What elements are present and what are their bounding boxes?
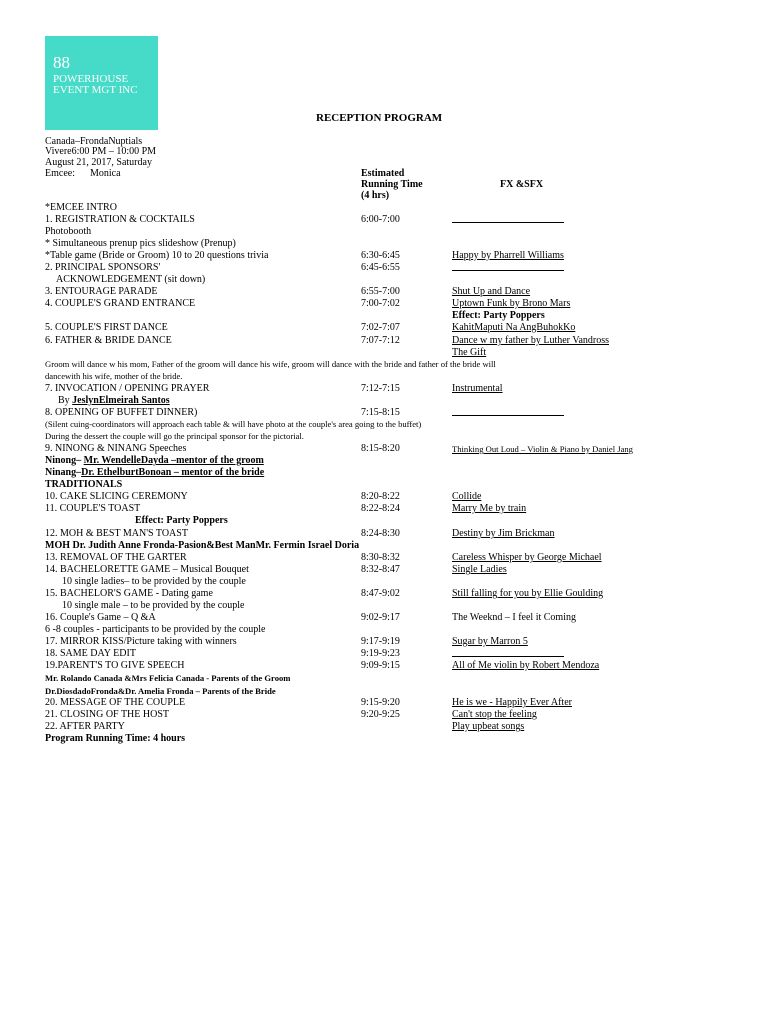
item-fx: Collide — [452, 491, 482, 502]
ninong-name: Mr. WendelleDayda –mentor of the groom — [83, 455, 264, 466]
program-item: 21. CLOSING OF THE HOST — [45, 709, 169, 720]
item-time: 9:15-9:20 — [361, 697, 400, 708]
item-time: 6:00-7:00 — [361, 214, 400, 225]
program-item: 18. SAME DAY EDIT — [45, 648, 136, 659]
col-fx-sfx: FX &SFX — [500, 179, 544, 190]
program-item: 4. COUPLE'S GRAND ENTRANCE — [45, 298, 196, 309]
program-line: 10 single male – to be provided by the couple — [62, 600, 245, 611]
item-fx: He is we - Happily Ever After — [452, 697, 572, 708]
program-note: Groom will dance w his mom, Father of the groom will dance his wife, groom will dance with the bride and father of the bride will — [45, 359, 496, 369]
item-time: 9:02-9:17 — [361, 612, 400, 623]
item-time: 8:32-8:47 — [361, 564, 400, 575]
section-heading: TRADITIONALS — [45, 479, 123, 490]
item-fx: Play upbeat songs — [452, 721, 525, 732]
program-line: *Table game (Bride or Groom) 10 to 20 questions trivia — [45, 250, 269, 261]
item-time: 6:55-7:00 — [361, 286, 400, 297]
program-item: 11. COUPLE'S TOAST — [45, 503, 141, 514]
blank-fx-line — [452, 656, 564, 657]
item-fx: Happy by Pharrell Williams — [452, 250, 564, 261]
program-item: 5. COUPLE'S FIRST DANCE — [45, 322, 168, 333]
item-time: 8:20-8:22 — [361, 491, 400, 502]
blank-fx-line — [452, 222, 564, 223]
program-line: Photobooth — [45, 226, 92, 237]
program-item: 9. NINONG & NINANG Speeches — [45, 443, 187, 454]
item-time: 8:30-8:32 — [361, 552, 400, 563]
blank-fx-line — [452, 415, 564, 416]
emcee-name: Monica — [90, 168, 121, 179]
item-fx: KahitMaputi Na AngBuhokKo — [452, 322, 576, 333]
item-time: 7:02-7:07 — [361, 322, 400, 333]
item-fx: Uptown Funk by Brono Mars — [452, 298, 571, 309]
program-note: (Silent cuing-coordinators will approach each table & will have photo at the couple's area going to the buffet) — [45, 419, 422, 429]
program-line: 10 single ladies– to be provided by the couple — [62, 576, 246, 587]
program-item: 20. MESSAGE OF THE COUPLE — [45, 697, 186, 708]
item-time: 9:19-9:23 — [361, 648, 400, 659]
item-fx: Marry Me by train — [452, 503, 527, 514]
item-time: 6:30-6:45 — [361, 250, 400, 261]
item-fx: Careless Whisper by George Michael — [452, 552, 602, 563]
program-item: 16. Couple's Game – Q &A — [45, 612, 156, 623]
ninong-label: Ninong– — [45, 455, 84, 466]
program-item: 12. MOH & BEST MAN'S TOAST — [45, 528, 188, 539]
item-fx: Destiny by Jim Brickman — [452, 528, 555, 539]
col-estimated: Estimated — [361, 168, 405, 179]
program-line: 6 -8 couples - participants to be provided by the couple — [45, 624, 266, 635]
groom-parents: Mr. Rolando Canada &Mrs Felicia Canada - Parents of the Groom — [45, 673, 291, 683]
client-name: Canada–FrondaNuptials — [45, 136, 143, 147]
col-hours: (4 hrs) — [361, 190, 390, 201]
program-item: 10. CAKE SLICING CEREMONY — [45, 491, 188, 502]
item-time: 8:22-8:24 — [361, 503, 400, 514]
program-item: 7. INVOCATION / OPENING PRAYER — [45, 383, 210, 394]
blank-fx-line — [452, 270, 564, 271]
item-time: 8:15-8:20 — [361, 443, 400, 454]
item-effect: Effect: Party Poppers — [135, 515, 228, 526]
item-fx: Can't stop the feeling — [452, 709, 537, 720]
program-item: 3. ENTOURAGE PARADE — [45, 286, 158, 297]
item-fx: Dance w my father by Luther Vandross — [452, 335, 609, 346]
program-item: 17. MIRROR KISS/Picture taking with winners — [45, 636, 237, 647]
logo-line-2: EVENT MGT INC — [53, 84, 138, 96]
program-line: * Simultaneous prenup pics slideshow (Prenup) — [45, 238, 236, 249]
item-fx: The Gift — [452, 347, 487, 358]
program-item: 6. FATHER & BRIDE DANCE — [45, 335, 172, 346]
ninong-line — [45, 455, 264, 466]
logo-number: 88 — [53, 53, 70, 72]
ninang-line — [45, 467, 264, 478]
program-line: *EMCEE INTRO — [45, 202, 117, 213]
item-fx: All of Me violin by Robert Mendoza — [452, 660, 600, 671]
company-logo — [45, 36, 158, 130]
program-note: During the dessert the couple will go the principal sponsor for the pictorial. — [45, 431, 304, 441]
program-item: 19.PARENT'S TO GIVE SPEECH — [45, 660, 185, 671]
program-item: 2. PRINCIPAL SPONSORS' — [45, 262, 161, 273]
item-time: 9:09-9:15 — [361, 660, 400, 671]
item-fx: Instrumental — [452, 383, 503, 394]
program-item: 1. REGISTRATION & COCKTAILS — [45, 214, 195, 225]
program-item: 13. REMOVAL OF THE GARTER — [45, 552, 187, 563]
item-time: 6:45-6:55 — [361, 262, 400, 273]
item-fx: Thinking Out Loud – Violin & Piano by Daniel Jang — [452, 444, 633, 454]
item-time: 9:20-9:25 — [361, 709, 400, 720]
item-time: 7:00-7:02 — [361, 298, 400, 309]
prayer-leader: JeslynElmeirah Santos — [72, 395, 170, 406]
prayer-by — [58, 395, 170, 406]
program-running-time: Program Running Time: 4 hours — [45, 733, 186, 744]
item-time: 8:24-8:30 — [361, 528, 400, 539]
page-title: RECEPTION PROGRAM — [316, 112, 443, 124]
col-running-time: Running Time — [361, 179, 423, 190]
event-date: August 21, 2017, Saturday — [45, 157, 152, 168]
item-time: 7:12-7:15 — [361, 383, 400, 394]
program-item: 15. BACHELOR'S GAME - Dating game — [45, 588, 213, 599]
moh-bestman-names: MOH Dr. Judith Anne Fronda-Pasion&Best ManMr. Fermin Israel Doria — [45, 540, 360, 551]
emcee-label: Emcee: — [45, 168, 75, 179]
item-effect: Effect: Party Poppers — [452, 310, 545, 321]
item-fx: Still falling for you by Ellie Goulding — [452, 588, 604, 599]
program-item: 22. AFTER PARTY — [45, 721, 125, 732]
item-fx: Shut Up and Dance — [452, 286, 531, 297]
program-item: 8. OPENING OF BUFFET DINNER) — [45, 407, 198, 418]
program-line: ACKNOWLEDGEMENT (sit down) — [56, 274, 206, 285]
bride-parents: Dr.DiosdadoFronda&Dr. Amelia Fronda – Parents of the Bride — [45, 686, 276, 696]
item-time: 9:17-9:19 — [361, 636, 400, 647]
item-time: 7:15-8:15 — [361, 407, 400, 418]
item-fx: Sugar by Marron 5 — [452, 636, 528, 647]
ninang-name: Dr. EthelburtBonoan – mentor of the bride — [81, 467, 265, 478]
logo-line-1: POWERHOUSE — [53, 73, 129, 85]
prayer-by-label: By — [58, 395, 73, 406]
program-item: 14. BACHELORETTE GAME – Musical Bouquet — [45, 564, 249, 575]
item-fx: Single Ladies — [452, 564, 507, 575]
item-time: 8:47-9:02 — [361, 588, 400, 599]
item-time: 7:07-7:12 — [361, 335, 400, 346]
venue-time: Vivere6:00 PM – 10:00 PM — [45, 146, 157, 157]
ninang-label: Ninang– — [45, 467, 82, 478]
item-fx: The Weeknd – I feel it Coming — [452, 612, 576, 623]
program-note: dancewith his wife, mother of the bride. — [45, 371, 183, 381]
